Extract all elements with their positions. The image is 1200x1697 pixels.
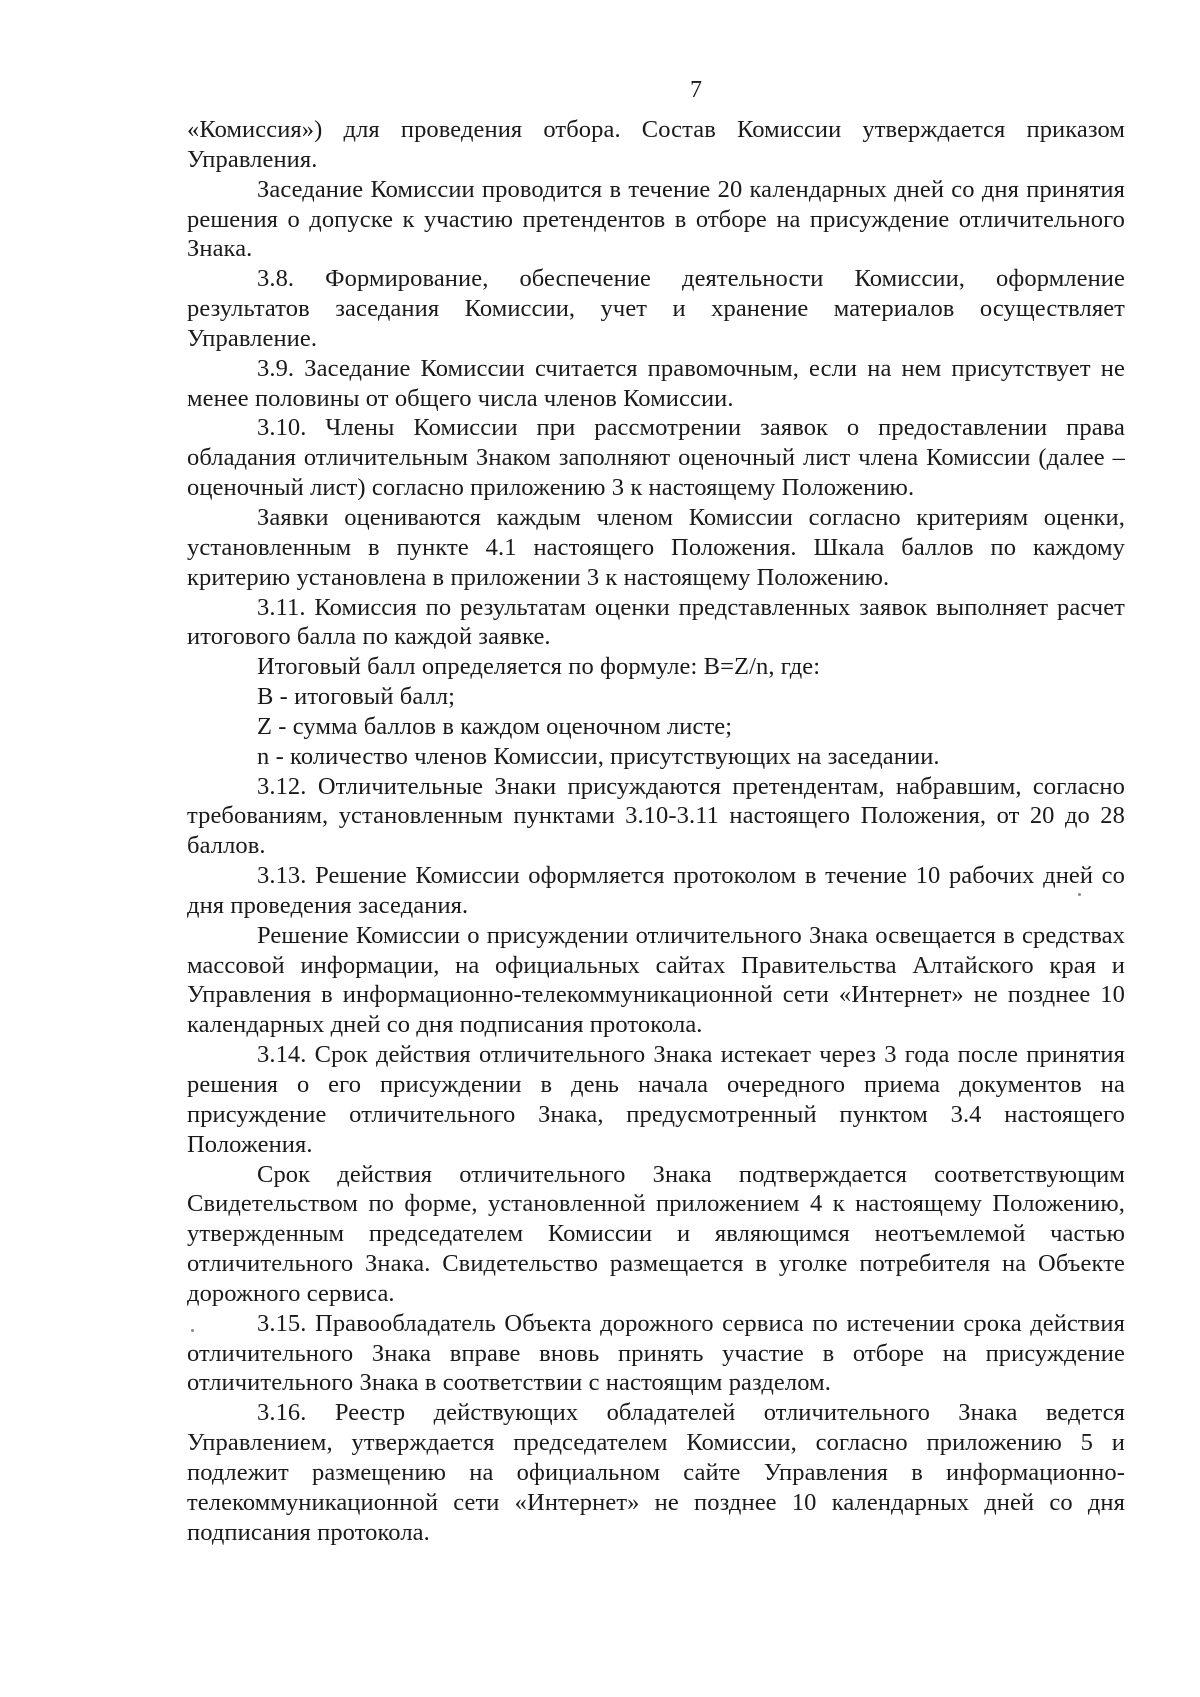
paragraph-3-9: 3.9. Заседание Комиссии считается правомочным, если на нем присутствует не менее половины от общего числа членов Комиссии. [187, 354, 1125, 412]
paragraph-evaluation-criteria: Заявки оцениваются каждым членом Комиссии согласно критериям оценки, установленным в пункте 4.1 настоящего Положения. Шкала баллов по каждому критерию установлена в приложении 3 к настоящему Положению. [187, 503, 1125, 591]
paragraph-3-13: 3.13. Решение Комиссии оформляется протоколом в течение 10 рабочих дней со дня проведения заседания. [187, 862, 1125, 919]
paragraph-certificate: Срок действия отличительного Знака подтверждается соответствующим Свидетельством по форме, установленной приложением 4 к настоящему Положению, утвержденным председателем Комиссии и являющимся неотъемлемой частью отличительного Знака. Свидетельство размещается в уголке потребителя на Объекте дорожного сервиса. [187, 1160, 1125, 1307]
paragraph-3-16: 3.16. Реестр действующих обладателей отличительного Знака ведется Управлением, утверждается председателем Комиссии, согласно приложению 5 и подлежит размещению на официальном сайте Управления в информационно-телекоммуникационной сети «Интернет» не позднее 10 календарных дней со дня подписания протокола. [187, 1399, 1125, 1546]
paragraph-commission-composition: «Комиссия») для проведения отбора. Состав Комиссии утверждается приказом Управления. [187, 116, 1125, 173]
page-number: 7 [690, 77, 702, 103]
formula-definition-b: B - итоговый балл; [257, 683, 456, 711]
paragraph-3-10: 3.10. Члены Комиссии при рассмотрении заявок о предоставлении права обладания отличительным Знаком заполняют оценочный лист члена Комиссии (далее – оценочный лист) согласно приложению 3 к настоящему Положению. [187, 414, 1125, 502]
paragraph-media-coverage: Решение Комиссии о присуждении отличительного Знака освещается в средствах массовой информации, на официальных сайтах Правительства Алтайского края и Управления в информационно-телекоммуникационной сети «Интернет» не позднее 10 календарных дней со дня подписания протокола. [187, 921, 1125, 1039]
paragraph-3-8: 3.8. Формирование, обеспечение деятельности Комиссии, оформление результатов заседания Комиссии, учет и хранение материалов осуществляет Управление. [187, 265, 1125, 352]
scan-speck [1078, 893, 1081, 896]
formula-definition-z: Z - сумма баллов в каждом оценочном листе; [257, 712, 733, 740]
paragraph-3-12: 3.12. Отличительные Знаки присуждаются претендентам, набравшим, согласно требованиям, установленным пунктами 3.10-3.11 настоящего Положения, от 20 до 28 баллов. [187, 772, 1125, 860]
scan-speck [191, 1329, 194, 1332]
document-body [187, 115, 1125, 1548]
paragraph-3-15: 3.15. Правообладатель Объекта дорожного сервиса по истечении срока действия отличительного Знака вправе вновь принять участие в отборе на присуждение отличительного Знака в соответствии с настоящим разделом. [187, 1309, 1125, 1397]
paragraph-3-11: 3.11. Комиссия по результатам оценки представленных заявок выполняет расчет итогового балла по каждой заявке. [187, 593, 1125, 651]
formula-definition-n: n - количество членов Комиссии, присутствующих на заседании. [257, 742, 940, 770]
paragraph-meeting-period: Заседание Комиссии проводится в течение 20 календарных дней со дня принятия решения о допуске к участию претендентов в отборе на присуждение отличительного Знака. [187, 175, 1125, 263]
paragraph-formula: Итоговый балл определяется по формуле: B=Z/n, где: [257, 653, 821, 681]
paragraph-3-14: 3.14. Срок действия отличительного Знака истекает через 3 года после принятия решения о его присуждении в день начала очередного приема документов на присуждение отличительного Знака, предусмотренный пунктом 3.4 настоящего Положения. [187, 1041, 1125, 1158]
